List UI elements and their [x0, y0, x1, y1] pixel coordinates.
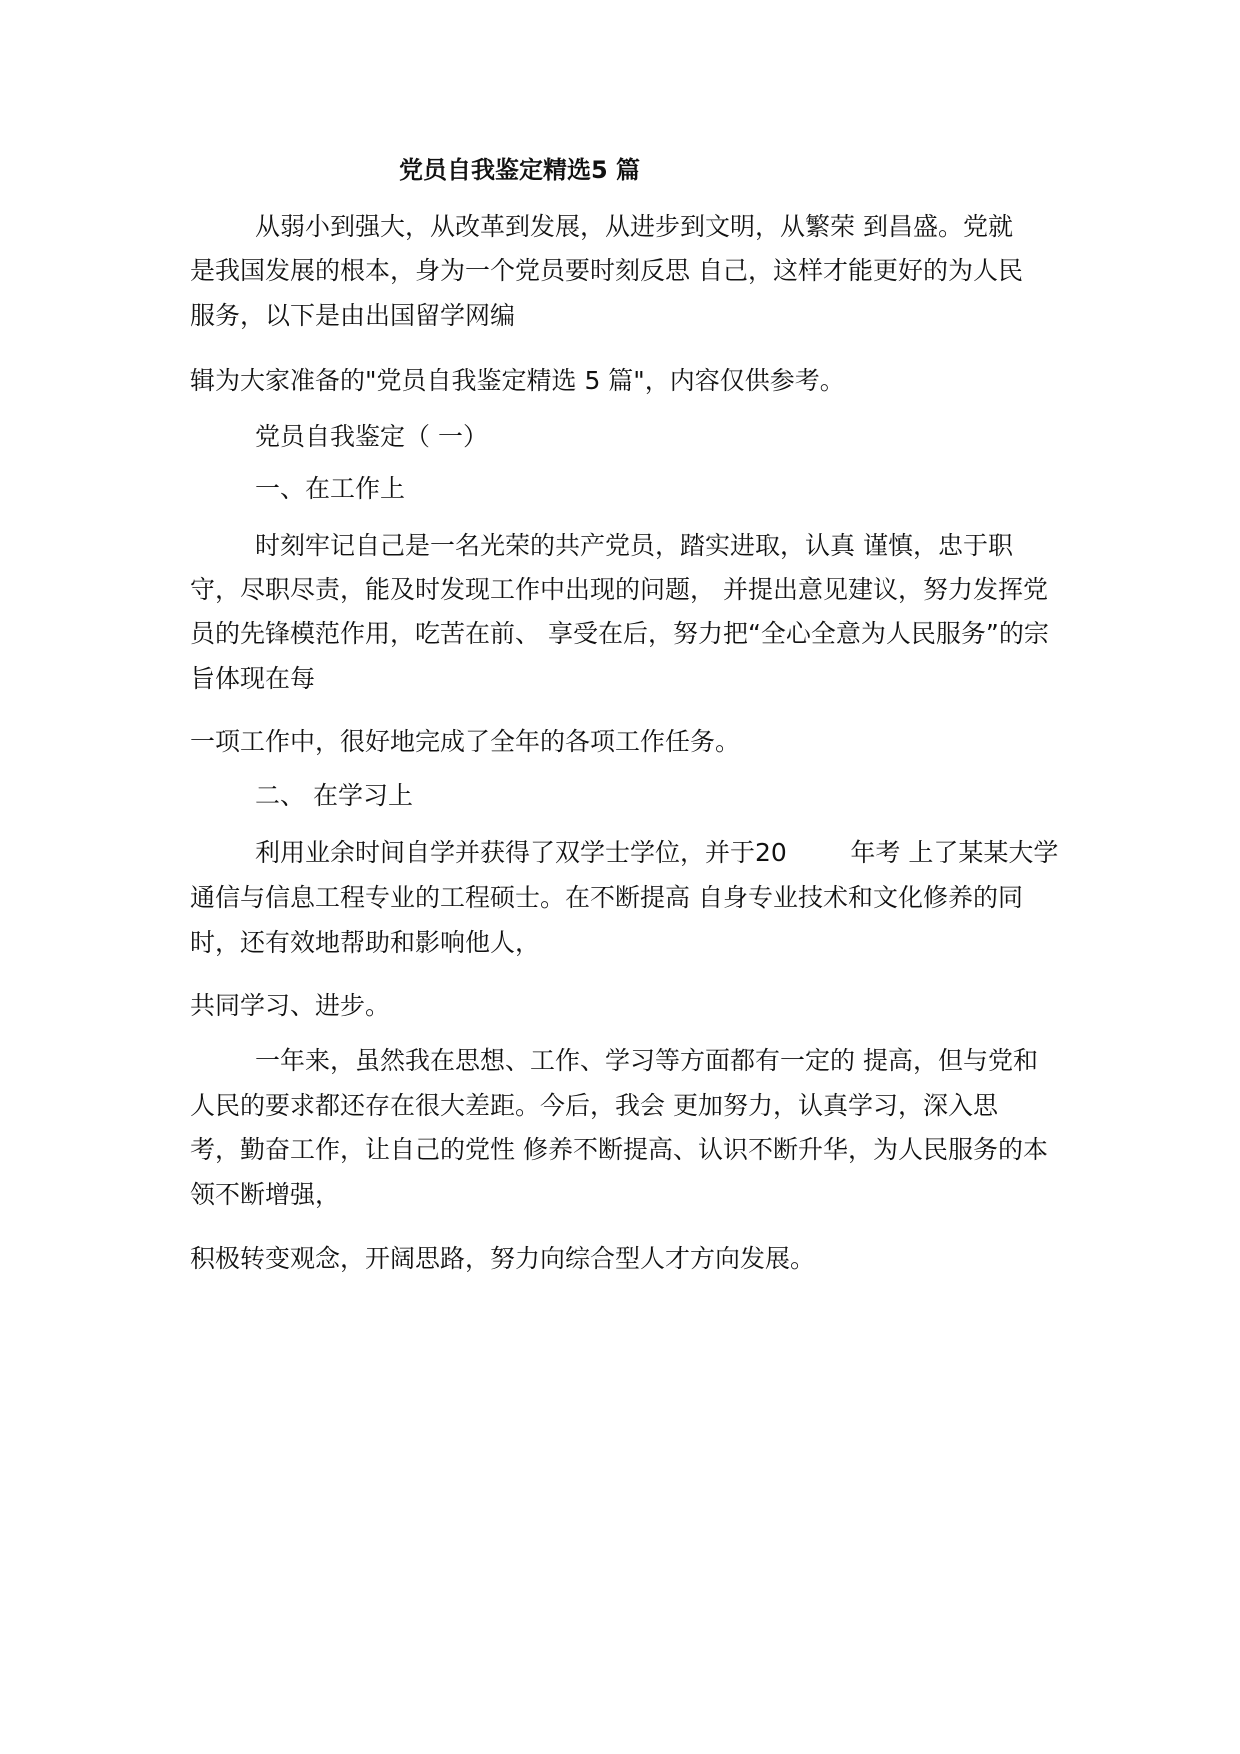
intro-line: 是我国发展的根本，身为一个党员要时刻反思 自己，这样才能更好的为人民	[190, 256, 1023, 285]
work-line: 守，尽职尽责，能及时发现工作中出现的问题， 并提出意见建议，努力发挥党	[190, 575, 1048, 604]
intro-line: 服务，以下是由出国留学网编	[190, 301, 516, 330]
work-heading: 一、在工作上	[255, 474, 406, 503]
work-line: 旨体现在每	[190, 664, 316, 693]
study-line: 利用业余时间自学并获得了双学士学位，并于20 年考 上了某某大学	[255, 838, 1059, 867]
study-line: 通信与信息工程专业的工程硕士。在不断提高 自身专业技术和文化修养的同	[190, 883, 1023, 912]
summary-line: 考，勤奋工作，让自己的党性 修养不断提高、认识不断升华，为人民服务的本	[190, 1135, 1048, 1164]
summary-line: 领不断增强，	[190, 1180, 341, 1209]
work-line: 时刻牢记自己是一名光荣的共产党员，踏实进取，认真 谨慎，忠于职	[255, 531, 1013, 560]
summary-line: 人民的要求都还存在很大差距。今后，我会 更加努力，认真学习，深入思	[190, 1091, 998, 1120]
section-title: 党员自我鉴定（ 一）	[255, 422, 488, 451]
study-line: 共同学习、进步。	[190, 991, 391, 1020]
summary-line: 积极转变观念，开阔思路，努力向综合型人才方向发展。	[190, 1244, 816, 1273]
page-title: 党员自我鉴定精选5 篇	[399, 156, 641, 184]
study-line: 时，还有效地帮助和影响他人，	[190, 928, 541, 957]
work-line: 一项工作中，很好地完成了全年的各项工作任务。	[190, 727, 741, 756]
study-heading: 二、 在学习上	[255, 781, 413, 810]
intro-line: 辑为大家准备的"党员自我鉴定精选 5 篇"，内容仅供参考。	[190, 366, 845, 395]
summary-line: 一年来，虽然我在思想、工作、学习等方面都有一定的 提高，但与党和	[255, 1046, 1038, 1075]
intro-line: 从弱小到强大，从改革到发展，从进步到文明，从繁荣 到昌盛。党就	[255, 212, 1013, 241]
work-line: 员的先锋模范作用，吃苦在前、 享受在后，努力把“全心全意为人民服务”的宗	[190, 619, 1049, 648]
